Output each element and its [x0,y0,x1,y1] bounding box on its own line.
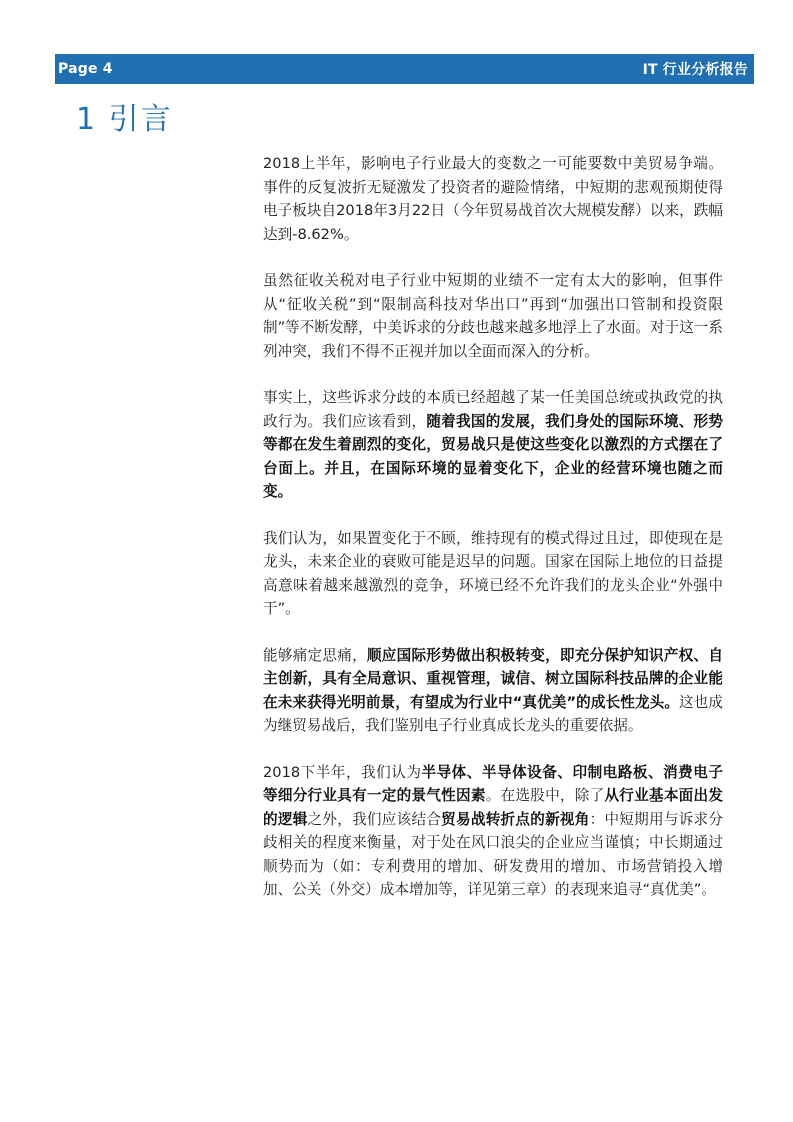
bold-text-run: 半导体、半导体设备、印制电路板、消费电子等细分行业具有一定的景气性因素 [263,763,723,804]
paragraph [263,152,723,246]
bold-text-run: 顺应国际形势做出积极转变，即充分保护知识产权、自主创新，具有全局意识、重视管理，诚信、树立国际科技品牌的企业能在未来获得光明前景，有望成为行业中“真优美”的成长性龙头。 [263,646,723,711]
text-run: 我们认为，如果置变化于不顾，维持现有的模式得过且过，即使现在是龙头，未来企业的衰败可能是迟早的问题。国家在国际上地位的日益提高意味着越来越激烈的竞争，环境已经不允许我们的龙头企业“外强中干”。 [263,529,723,617]
paragraph [263,644,723,738]
paragraph [263,761,723,902]
paragraph [263,269,723,363]
page-number-label: Page 4 [58,61,113,77]
section-title: 1 引言 [76,102,173,137]
page-header-bar [55,54,754,84]
bold-text-run: 贸易战转折点的新视角 [441,810,590,828]
text-run: 能够痛定思痛， [263,646,367,664]
text-run: 事实上，这些诉求分歧的本质已经超越了某一任美国总统或执政党的执政行为。我们应该看到， [263,389,723,430]
text-run: 虽然征收关税对电子行业中短期的业绩不一定有太大的影响，但事件从“征收关税”到“限制高科技对华出口”再到“加强出口管制和投资限制”等不断发酵，中美诉求的分歧也越来越多地浮上了水面。对于这一系列冲突，我们不得不正视并加以全面而深入的分析。 [263,272,723,360]
paragraph [263,527,723,621]
text-run: 。在选股中，除了 [485,787,605,804]
bold-text-run: 随着我国的发展，我们身处的国际环境、形势等都在发生着剧烈的变化，贸易战只是使这些变化以激烈的方式摆在了台面上。并且，在国际环境的显着变化下，企业的经营环境也随之而变。 [263,412,723,500]
paragraph [263,386,723,504]
text-run: 2018上半年，影响电子行业最大的变数之一可能要数中美贸易争端。事件的反复波折无疑激发了投资者的避险情绪，中短期的悲观预期使得电子板块自2018年3月22日（今年贸易战首次大规模发酵）以来，跌幅达到-8.62%。 [263,155,723,243]
report-title: IT 行业分析报告 [642,62,748,78]
text-run: 这也成为继贸易战后，我们鉴别电子行业真成长龙头的重要依据。 [263,693,723,734]
text-run: 之外，我们应该结合 [307,810,442,828]
text-run: 2018下半年，我们认为 [263,763,422,781]
text-run: ：中短期用与诉求分歧相关的程度来衡量，对于处在风口浪尖的企业应当谨慎；中长期通过顺势而为（如：专利费用的增加、研发费用的增加、市场营销投入增加、公关（外交）成本增加等，详见第三章）的表现来追寻“真优美”。 [263,810,723,898]
document-body [263,152,723,925]
bold-text-run: 从行业基本面出发的逻辑 [263,787,723,828]
